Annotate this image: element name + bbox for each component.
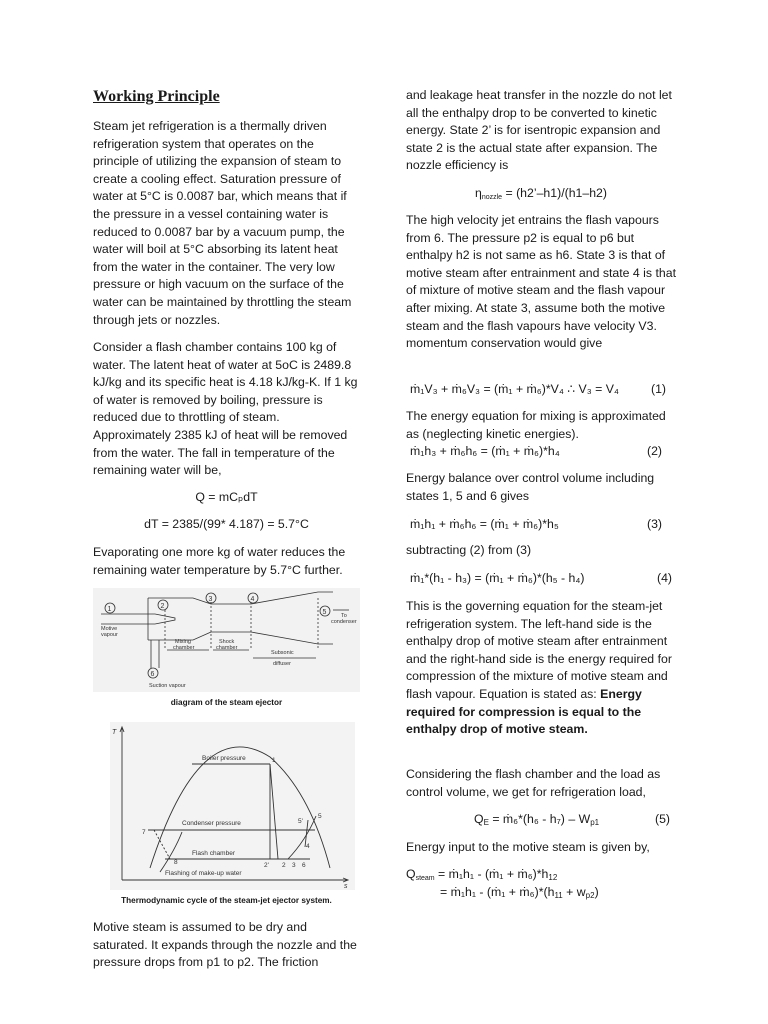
mixing-label: Mixing (175, 639, 191, 645)
mixing-chamber-label: chamber (173, 645, 195, 651)
ejector-station-1: 1 (107, 606, 112, 613)
equation-6-line-2 (440, 884, 676, 905)
evaporating-paragraph: Evaporating one more kg of water reduces the remaining water temperature by 5.7°C further. (93, 545, 346, 577)
state-1-label: 1 (272, 757, 276, 764)
ts-caption: Thermodynamic cycle of the steam-jet ejector system. (121, 896, 332, 905)
nozzle-equation-body: = (h2’–h1)/(h1–h2) (502, 186, 607, 200)
ejector-station-2: 2 (160, 603, 165, 610)
condenser-pressure-label: Condenser pressure (182, 820, 241, 827)
suction-vapour-label: Suction vapour (149, 683, 186, 689)
condenser-label: condenser (331, 619, 357, 625)
flash-chamber-paragraph: Consider a flash chamber contains 100 kg of water. The latent heat of water at 5oC is 2489.8 kJ/kg and its specific heat is 4.18 kJ/kg-K. If 1 kg of water is removed by boiling, pressure is reduced due to throttling of steam. Approximately 2385 kJ of heat will be removed from the water. The fall in temperature of the remaining water will be, (93, 340, 358, 478)
eta-symbol: η (474, 186, 482, 200)
ejector-station-4: 4 (250, 596, 255, 603)
nozzle-paragraph: and leakage heat transfer in the nozzle do not let all the enthalpy drop to be converted to kinetic energy. State 2’ is for isentropic expansion and state 2 is the actual state after expansion. The nozzle efficiency is (406, 88, 672, 173)
state-5prime-label: 5' (298, 818, 303, 825)
flash-chamber-label: Flash chamber (192, 850, 235, 857)
qe-symbol: Q (474, 812, 484, 826)
shock-label: Shock (219, 639, 235, 645)
intro-paragraph: Steam jet refrigeration is a thermally driven refrigeration system that operates on the principle of utilizing the expansion of steam to create a cooling effect. Saturation pressure of water at 5°C is 0.0087 bar, which means that if the pressure in a vessel containing water is reduced to 0.0087 bar by a vacuum pump, the water will boil at 5°C absorbing its latent heat from the water in the container. The very low pressure or high vacuum on the surface of the water can be maintained by throttling the steam through jets or nozzles. (93, 119, 352, 327)
governing-statement-bold: Energy required for compression is equal to the enthalpy drop of motive steam. (406, 686, 642, 737)
ejector-caption: diagram of the steam ejector (170, 698, 283, 707)
equation-5-body (474, 811, 599, 832)
equation-1-number: (1) (650, 382, 666, 396)
motive-label: Motive (101, 626, 118, 632)
ejector-station-6: 6 (150, 671, 155, 678)
equation-2-body: ṁ₁h₃ + ṁ₆h₆ = (ṁ₁ + ṁ₆)*h₄ (410, 444, 560, 458)
equation-nozzle-efficiency (406, 185, 676, 207)
ts-diagram (110, 722, 355, 890)
wp2-subscript: p2 (585, 891, 595, 900)
state-6-label: 6 (302, 862, 306, 869)
equation-3 (410, 516, 672, 534)
boiler-pressure-label: Boiler pressure (202, 755, 246, 762)
equation-6-close-paren: ) (594, 885, 599, 899)
energy-balance-paragraph: Energy balance over control volume including states 1, 5 and 6 gives (406, 471, 655, 503)
equation-6-line-1-body: = ṁ₁h₁ - (ṁ₁ + ṁ₆)*h (434, 867, 549, 881)
ejector-station-5: 5 (322, 609, 327, 616)
energy-input-paragraph: Energy input to the motive steam is given by, (406, 840, 650, 854)
state-3-label: 3 (292, 862, 296, 869)
state-8-label: 8 (174, 859, 178, 866)
qsteam-symbol: Q (406, 867, 416, 881)
refrigeration-load-paragraph: Considering the flash chamber and the load as control volume, we get for refrigeration load, (406, 767, 661, 799)
equation-6-line-2-plus: + w (562, 885, 586, 899)
shock-chamber-label: chamber (216, 645, 238, 651)
equation-1-body: ṁ₁V₃ + ṁ₆V₃ = (ṁ₁ + ṁ₆)*V₄ ∴ V₃ = V₄ (410, 382, 619, 396)
page-title: Working Principle (93, 88, 220, 105)
equation-dt: dT = 2385/(99* 4.187) = 5.7°C (144, 517, 309, 531)
equation-4 (410, 570, 672, 588)
motive-steam-paragraph: Motive steam is assumed to be dry and saturated. It expands through the nozzle and the pressure drops from p1 to p2. The friction (93, 920, 357, 970)
equation-6-line-2-body: = ṁ₁h₁ - (ṁ₁ + ṁ₆)*(h (440, 885, 555, 899)
h12-subscript: 12 (548, 873, 558, 882)
qe-subscript: E (483, 818, 489, 827)
steam-ejector-diagram (93, 588, 360, 692)
ejector-station-3: 3 (208, 596, 213, 603)
equation-1 (410, 381, 672, 399)
to-label: To (341, 613, 347, 619)
equation-5-rest: = ṁ₆*(h₆ - h₇) – W (488, 812, 591, 826)
equation-3-body: ṁ₁h₁ + ṁ₆h₆ = (ṁ₁ + ṁ₆)*h₅ (410, 517, 559, 531)
equation-2 (410, 443, 672, 461)
equation-q: Q = mCₚdT (195, 490, 258, 504)
state-2-label: 2 (282, 862, 286, 869)
high-velocity-paragraph: The high velocity jet entrains the flash vapours from 6. The pressure p2 is equal to p6 but enthalpy h2 is not same as h6. State 3 is that of motive steam after entrainment and state 4 is that of mixture of motive steam and the flash vapour after mixing. At state 3, assume both the motive steam and the flash vapours have velocity V3. momentum conservation would give (406, 213, 676, 351)
makeup-water-label: Flashing of make-up water (165, 870, 242, 877)
state-7-label: 7 (142, 829, 146, 836)
t-axis-label: T (112, 729, 117, 736)
qsteam-subscript: steam (415, 875, 435, 882)
vapour-label: vapour (101, 632, 118, 638)
wp1-subscript: p1 (590, 818, 600, 827)
equation-2-number: (2) (646, 444, 662, 458)
state-5-label: 5 (318, 813, 322, 820)
subtracting-paragraph: subtracting (2) from (3) (406, 543, 532, 557)
governing-equation-paragraph (406, 598, 676, 739)
h11-subscript: 11 (554, 891, 563, 900)
equation-3-number: (3) (646, 517, 662, 531)
governing-text: This is the governing equation for the steam-jet refrigeration system. The left-hand side is the enthalpy drop of motive steam after entrainment and the right-hand side is the energy required for compression of the mixture of motive steam and flash vapour. Equation is stated as: (406, 599, 672, 701)
state-2prime-label: 2' (264, 862, 269, 869)
energy-mixing-paragraph: The energy equation for mixing is approximated as (neglecting kinetic energies). (406, 409, 666, 441)
equation-4-body: ṁ₁*(h₁ - h₃) = (ṁ₁ + ṁ₆)*(h₅ - h₄) (410, 571, 585, 585)
state-4-label: 4 (306, 843, 310, 850)
subsonic-label: Subsonic (271, 650, 294, 656)
nozzle-subscript: nozzle (481, 194, 503, 201)
equation-4-number: (4) (656, 571, 672, 585)
equation-5-number: (5) (654, 812, 670, 826)
diffuser-label: diffuser (273, 661, 291, 667)
s-axis-label: s (344, 883, 348, 890)
